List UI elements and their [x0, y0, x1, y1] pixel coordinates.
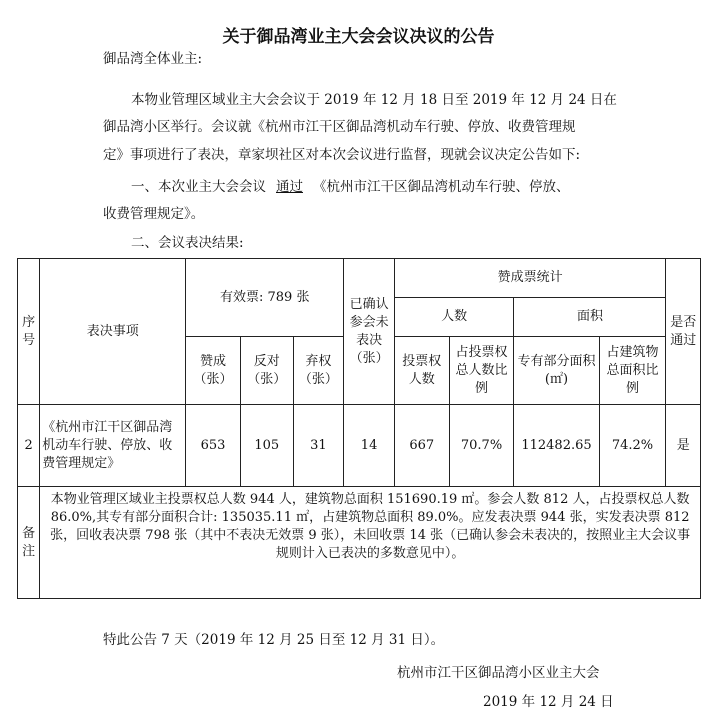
header-people-ratio: 占投票权总人数比例	[449, 337, 514, 405]
resolution-item-1	[131, 176, 570, 198]
cell-against: 105	[240, 405, 293, 487]
cell-for: 653	[186, 405, 241, 487]
resolution-item-2: 二、会议表决结果:	[131, 235, 244, 251]
salutation: 御品湾全体业主:	[103, 51, 203, 67]
page-title: 关于御品湾业主大会会议决议的公告	[222, 27, 495, 47]
header-approval-stats: 赞成票统计	[394, 259, 666, 298]
cell-exclusive-area: 112482.65	[514, 405, 599, 487]
intro-line-3: 定》事项进行了表决，章家坝社区对本次会议进行监督，现就会议决定公告如下:	[103, 147, 581, 163]
item1-line-2: 收费管理规定》。	[103, 206, 205, 222]
header-against: 反对（张）	[240, 337, 293, 405]
cell-passed: 是	[666, 405, 701, 487]
intro-line-1: 本物业管理区域业主大会会议于 2019 年 12 月 18 日至 2019 年 12 月 24 日在	[131, 92, 617, 108]
cell-abstain: 31	[293, 405, 344, 487]
header-voters: 投票权人数	[394, 337, 449, 405]
note-text: 本物业管理区域业主投票权总人数 944 人，建筑物总面积 151690.19 ㎡。参会人数 812 人，占投票权总人数 86.0%,其专有部分面积合计: 135035.11 ㎡，占建筑物总面积 89.0%。应发表决票 944 张，实发表决票 812 张，回收表决票 798 张（其中不表决无效票 9 张），未回收票 14 张（已确认参会未表决的，按照业主大会议事规则计入已表决的多数意见中）。	[40, 487, 701, 599]
header-exclusive-area: 专有部分面积(㎡)	[514, 337, 599, 405]
header-matter: 表决事项	[40, 259, 186, 405]
header-valid-votes: 有效票: 789 张	[186, 259, 344, 337]
header-for: 赞成（张）	[186, 337, 241, 405]
cell-voters: 667	[394, 405, 449, 487]
header-area: 面积	[514, 298, 666, 337]
item1-suffix: 《杭州市江干区御品湾机动车行驶、停放、	[313, 179, 570, 195]
cell-people-ratio: 70.7%	[449, 405, 514, 487]
notice-period: 特此公告 7 天（2019 年 12 月 25 日至 12 月 31 日）。	[103, 632, 445, 648]
cell-matter: 《杭州市江干区御品湾机动车行驶、停放、收费管理规定》	[40, 405, 186, 487]
item1-result: 通过	[276, 179, 303, 195]
vote-result-table	[17, 258, 701, 599]
header-seq: 序号	[18, 259, 40, 405]
header-abstain: 弃权（张）	[293, 337, 344, 405]
cell-confirmed: 14	[344, 405, 395, 487]
cell-area-ratio: 74.2%	[599, 405, 666, 487]
header-people: 人数	[394, 298, 514, 337]
note-label: 备注	[18, 487, 40, 599]
table-row	[18, 405, 701, 487]
table-note-row	[18, 487, 701, 599]
header-area-ratio: 占建筑物总面积比例	[599, 337, 666, 405]
issue-date: 2019 年 12 月 24 日	[483, 694, 614, 710]
table-header-row-1	[18, 259, 701, 298]
header-passed: 是否通过	[666, 259, 701, 405]
intro-line-2: 御品湾小区举行。会议就《杭州市江干区御品湾机动车行驶、停放、收费管理规	[103, 119, 576, 135]
item1-prefix: 一、本次业主大会会议	[131, 179, 266, 195]
cell-seq: 2	[18, 405, 40, 487]
issuing-organization: 杭州市江干区御品湾小区业主大会	[397, 665, 600, 681]
header-confirmed: 已确认参会未表决（张）	[344, 259, 395, 405]
